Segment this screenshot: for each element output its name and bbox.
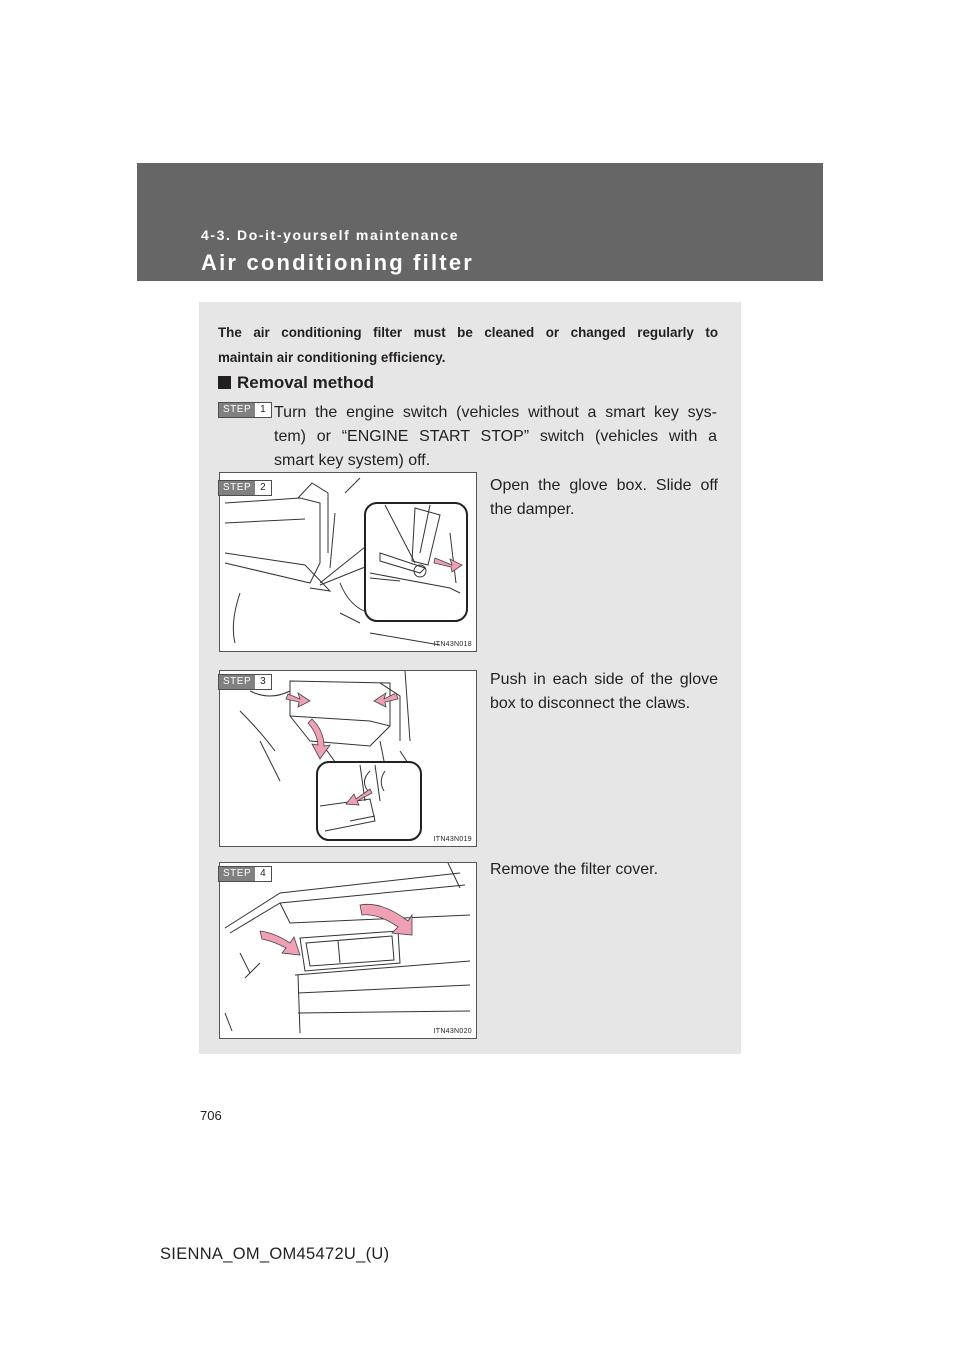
step-badge-number: 2: [255, 481, 271, 495]
removal-heading-text: Removal method: [237, 373, 374, 392]
step-text-line: the damper.: [490, 501, 575, 518]
step-badge-1: [218, 402, 272, 418]
square-bullet-icon: [218, 376, 231, 389]
content-panel: [199, 302, 741, 1054]
section-header: [137, 163, 823, 281]
intro-text: [218, 320, 718, 370]
step-text-line: smart key system) off.: [274, 452, 431, 469]
step-text-line: Push in each side of the glove: [490, 671, 718, 688]
step-text-line: Open the glove box. Slide off: [490, 477, 718, 494]
intro-line: maintain air conditioning efficiency.: [218, 350, 446, 365]
page-title: Air conditioning filter: [201, 250, 475, 275]
step-badge-word: STEP: [219, 481, 255, 495]
step-badge-number: 4: [255, 867, 271, 881]
figure-code: ITN43N020: [433, 1028, 472, 1035]
figure-code: ITN43N018: [433, 641, 472, 648]
step-4-illustration: [219, 862, 477, 1039]
step-1-text: [274, 401, 717, 473]
figure-code: ITN43N019: [433, 836, 472, 843]
step-badge-number: 3: [255, 675, 271, 689]
step-badge-number: 1: [255, 403, 271, 417]
step-2-illustration: [219, 472, 477, 652]
step-badge-word: STEP: [219, 867, 255, 881]
step-badge-word: STEP: [219, 403, 255, 417]
step-badge-3: [218, 674, 272, 690]
intro-line: The air conditioning filter must be cleaned or changed regularly to: [218, 325, 718, 340]
step-badge-word: STEP: [219, 675, 255, 689]
step-text-line: Remove the filter cover.: [490, 861, 659, 878]
step-text-line: box to disconnect the claws.: [490, 695, 691, 712]
document-id: SIENNA_OM_OM45472U_(U): [160, 1245, 390, 1263]
step-2-text: [490, 474, 718, 522]
step-3-illustration: [219, 670, 477, 847]
page-number: 706: [200, 1108, 222, 1123]
section-label: 4-3. Do-it-yourself maintenance: [201, 227, 460, 243]
step-text-line: Turn the engine switch (vehicles without a smart key sys-: [274, 404, 717, 421]
step-3-text: [490, 668, 718, 716]
step-text-line: tem) or “ENGINE START STOP” switch (vehicles with a: [274, 428, 717, 445]
step-4-text: [490, 858, 718, 882]
step-badge-2: [218, 480, 272, 496]
step-badge-4: [218, 866, 272, 882]
removal-heading: [218, 373, 374, 393]
